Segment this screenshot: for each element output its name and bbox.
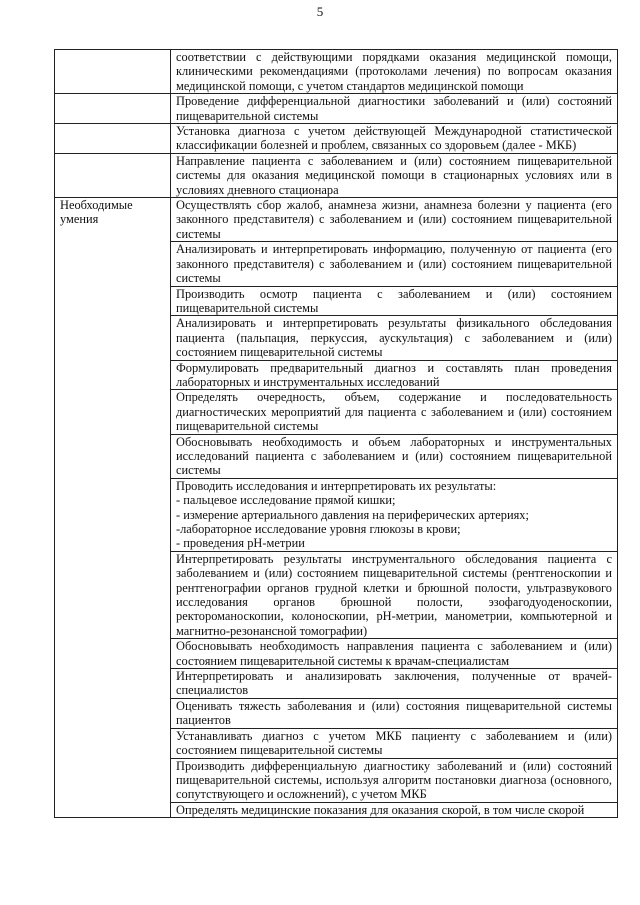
table-cell: Проведение дифференциальной диагностики заболеваний и (или) состояний пищеварительной системы: [171, 94, 618, 124]
list-item: - измерение артериального давления на периферических артериях;: [176, 507, 529, 522]
table-row: [55, 94, 618, 124]
page-number: 5: [316, 4, 324, 19]
list-item: -лабораторное исследование уровня глюкозы в крови;: [176, 522, 461, 536]
group-label: Необходимые умения: [55, 198, 171, 818]
table-cell: Интерпретировать результаты инструментального обследования пациента с заболеванием и (или) состоянием пищеварительной системы (рентгеноскопии и рентгенографии органов грудной клетки и брюшной полости, ультразвукового исследования органов брюшной полости, эзофагодуоденоскопии, ректороманоскопии, колоноскопии, pH-метрии, манометрии, компьютерной и магнитно-резонансной томографии): [171, 551, 618, 638]
table-cell: Устанавливать диагноз с учетом МКБ пациенту с заболеванием и (или) состоянием пищеварительной системы: [171, 728, 618, 758]
table-row: [55, 198, 618, 242]
table-cell: Оценивать тяжесть заболевания и (или) состояния пищеварительной системы пациентов: [171, 698, 618, 728]
table-row: [55, 153, 618, 197]
table-cell: Определять медицинские показания для оказания скорой, в том числе скорой: [171, 802, 618, 817]
table-cell: Обосновывать необходимость и объем лабораторных и инструментальных исследований пациента с заболеванием и (или) состоянием пищеварительной системы: [171, 434, 618, 478]
list-intro: Проводить исследования и интерпретировать их результаты:: [176, 478, 497, 493]
table-cell: Интерпретировать и анализировать заключения, полученные от врачей-специалистов: [171, 669, 618, 699]
table-cell: Анализировать и интерпретировать информацию, полученную от пациента (его законного представителя) с заболеванием и (или) состоянием пищеварительной системы: [171, 242, 618, 286]
table-cell-list: [171, 478, 618, 551]
table-cell: Обосновывать необходимость направления пациента с заболеванием и (или) состоянием пищеварительной системы к врачам-специалистам: [171, 639, 618, 669]
list-item: - проведения pH-метрии: [176, 536, 305, 551]
table-cell: Осуществлять сбор жалоб, анамнеза жизни, анамнеза болезни у пациента (его законного представителя) с заболеванием и (или) состоянием пищеварительной системы: [171, 198, 618, 242]
label-cell-empty: [55, 153, 171, 197]
table-cell: Производить дифференциальную диагностику заболеваний и (или) состояний пищеварительной системы, используя алгоритм постановки диагноза (основного, сопутствующего и осложнений), с учетом МКБ: [171, 758, 618, 802]
label-cell-empty: [55, 124, 171, 154]
table-row: [55, 124, 618, 154]
requirements-table: [54, 49, 618, 818]
table-cell: Определять очередность, объем, содержание и последовательность диагностических мероприятий для пациента с заболеванием и (или) состоянием пищеварительной системы: [171, 390, 618, 434]
label-cell-empty: [55, 94, 171, 124]
table-cell: соответствии с действующими порядками оказания медицинской помощи, клиническими рекомендациями (протоколами лечения) по вопросам оказания медицинской помощи, с учетом стандартов медицинской помощи: [171, 50, 618, 94]
table-row: [55, 50, 618, 94]
label-cell-empty: [55, 50, 171, 94]
table-cell: Производить осмотр пациента с заболеванием и (или) состоянием пищеварительной системы: [171, 286, 618, 316]
table-cell: Формулировать предварительный диагноз и составлять план проведения лабораторных и инструментальных исследований: [171, 360, 618, 390]
table-cell: Направление пациента с заболеванием и (или) состоянием пищеварительной системы для оказания медицинской помощи в стационарных условиях или в условиях дневного стационара: [171, 153, 618, 197]
table-cell: Установка диагноза с учетом действующей Международной статистической классификации болезней и проблем, связанных со здоровьем (далее - МКБ): [171, 124, 618, 154]
list-item: - пальцевое исследование прямой кишки;: [176, 493, 396, 508]
table-cell: Анализировать и интерпретировать результаты физикального обследования пациента (пальпация, перкуссия, аускультация) с заболеванием и (или) состоянием пищеварительной системы: [171, 316, 618, 360]
